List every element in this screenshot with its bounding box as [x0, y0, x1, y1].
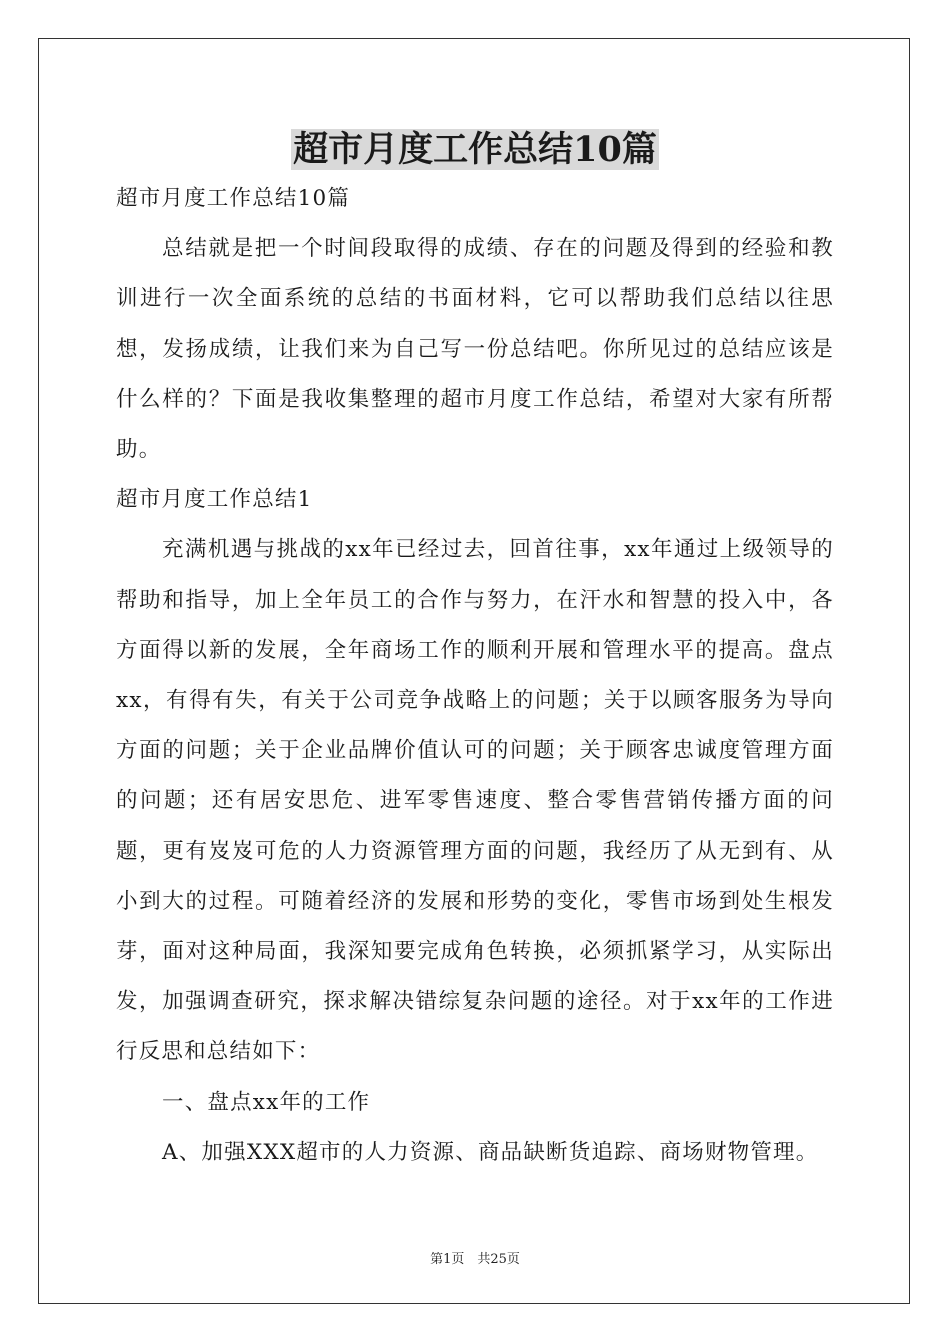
page-number: 第1页 共25页 [430, 1252, 520, 1267]
body-paragraph: 总结就是把一个时间段取得的成绩、存在的问题及得到的经验和教训进行一次全面系统的总结的书面材料，它可以帮助我们总结以往思想，发扬成绩，让我们来为自己写一份总结吧。你所见过的总结应该是什么样的？下面是我收集整理的超市月度工作总结，希望对大家有所帮助。 [116, 236, 834, 463]
section-heading: 超市月度工作总结1 [116, 487, 313, 513]
document-title-text: 超市月度工作总结10篇 [293, 129, 657, 170]
document-title [0, 126, 950, 174]
subsection-heading: 一、盘点xx年的工作 [162, 1089, 371, 1115]
body-paragraph: 充满机遇与挑战的xx年已经过去，回首往事，xx年通过上级领导的帮助和指导，加上全年员工的合作与努力，在汗水和智慧的投入中，各方面得以新的发展，全年商场工作的顺利开展和管理水平的提高。盘点xx，有得有失，有关于公司竞争战略上的问题；关于以顾客服务为导向方面的问题；关于企业品牌价值认可的问题；关于顾客忠诚度管理方面的问题；还有居安思危、进军零售速度、整合零售营销传播方面的问题，更有岌岌可危的人力资源管理方面的问题，我经历了从无到有、从小到大的过程。可随着经济的发展和形势的变化，零售市场到处生根发芽，面对这种局面，我深知要完成角色转换，必须抓紧学习，从实际出发，加强调查研究，探求解决错综复杂问题的途径。对于xx年的工作进行反思和总结如下： [116, 537, 834, 1065]
body-paragraph: A、加强XXX超市的人力资源、商品缺断货追踪、商场财物管理。 [162, 1139, 819, 1165]
section-heading: 超市月度工作总结10篇 [116, 186, 351, 211]
document-body [116, 174, 834, 1178]
